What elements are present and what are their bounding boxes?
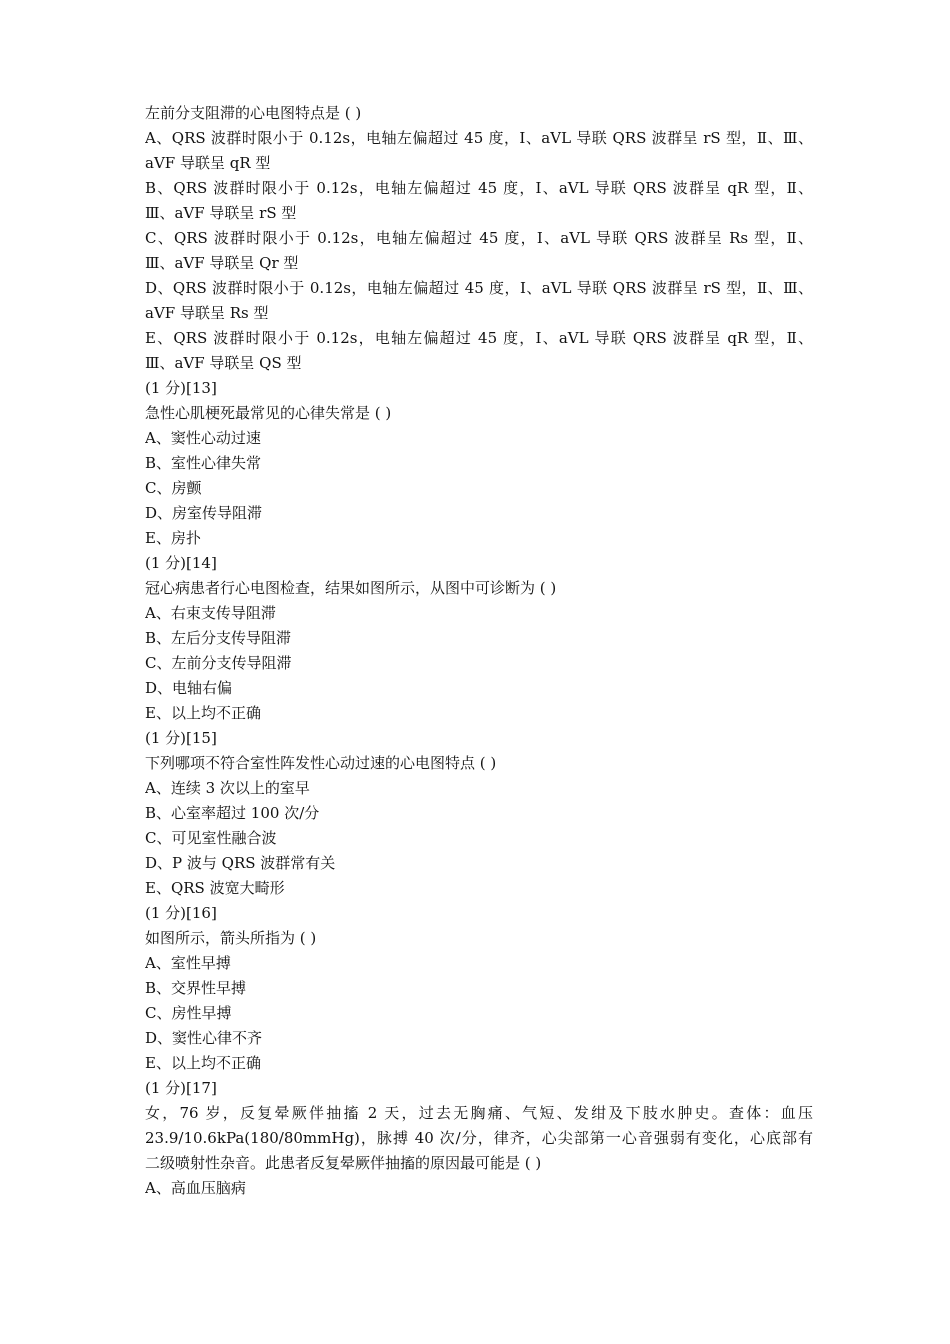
text-line: E、房扑 <box>145 529 201 547</box>
text-line: E、QRS 波群时限小于 0.12s，电轴左偏超过 45 度，I、aVL 导联 QRS 波群呈 qR 型，Ⅱ、 <box>145 329 813 347</box>
text-line: A、右束支传导阻滞 <box>145 604 276 622</box>
text-line: B、交界性早搏 <box>145 979 247 997</box>
text-line: A、QRS 波群时限小于 0.12s，电轴左偏超过 45 度，I、aVL 导联 QRS 波群呈 rS 型，Ⅱ、Ⅲ、 <box>145 129 813 147</box>
text-line: (1 分)[16] <box>145 904 217 922</box>
text-line: (1 分)[15] <box>145 729 217 747</box>
text-line: 23.9/10.6kPa(180/80mmHg)，脉搏 40 次/分，律齐，心尖部第一心音强弱有变化，心底部有 <box>145 1129 813 1147</box>
text-line: B、心室率超过 100 次/分 <box>145 804 320 822</box>
text-line: C、房性早搏 <box>145 1004 232 1022</box>
text-line: 下列哪项不符合室性阵发性心动过速的心电图特点 ( ) <box>145 754 497 772</box>
text-line: D、P 波与 QRS 波群常有关 <box>145 854 336 872</box>
text-line: aVF 导联呈 Rs 型 <box>145 304 269 322</box>
text-line: C、QRS 波群时限小于 0.12s，电轴左偏超过 45 度，I、aVL 导联 QRS 波群呈 Rs 型，Ⅱ、 <box>145 229 813 247</box>
text-line: Ⅲ、aVF 导联呈 Qr 型 <box>145 254 299 272</box>
document-page <box>145 101 813 1201</box>
text-line: Ⅲ、aVF 导联呈 rS 型 <box>145 204 297 222</box>
text-line: D、电轴右偏 <box>145 679 233 697</box>
text-line: 如图所示，箭头所指为 ( ) <box>145 929 317 947</box>
text-line: C、房颤 <box>145 479 202 497</box>
text-line: C、左前分支传导阻滞 <box>145 654 292 672</box>
text-line: (1 分)[17] <box>145 1079 217 1097</box>
text-line: E、QRS 波宽大畸形 <box>145 879 285 897</box>
text-line: D、窦性心律不齐 <box>145 1029 263 1047</box>
text-line: 左前分支阻滞的心电图特点是 ( ) <box>145 104 362 122</box>
text-line: (1 分)[14] <box>145 554 217 572</box>
text-line: E、以上均不正确 <box>145 1054 261 1072</box>
text-line: 急性心肌梗死最常见的心律失常是 ( ) <box>145 404 392 422</box>
text-line: C、可见室性融合波 <box>145 829 277 847</box>
text-line: A、高血压脑病 <box>145 1179 246 1197</box>
text-line: A、窦性心动过速 <box>145 429 261 447</box>
text-line: D、房室传导阻滞 <box>145 504 263 522</box>
text-line: B、左后分支传导阻滞 <box>145 629 292 647</box>
text-line: B、QRS 波群时限小于 0.12s，电轴左偏超过 45 度，I、aVL 导联 QRS 波群呈 qR 型，Ⅱ、 <box>145 179 813 197</box>
text-line: (1 分)[13] <box>145 379 217 397</box>
text-line: D、QRS 波群时限小于 0.12s，电轴左偏超过 45 度，I、aVL 导联 QRS 波群呈 rS 型，Ⅱ、Ⅲ、 <box>145 279 813 297</box>
text-line: E、以上均不正确 <box>145 704 261 722</box>
text-line: B、室性心律失常 <box>145 454 262 472</box>
text-line: Ⅲ、aVF 导联呈 QS 型 <box>145 354 302 372</box>
text-line: aVF 导联呈 qR 型 <box>145 154 271 172</box>
text-line: 二级喷射性杂音。此患者反复晕厥伴抽搐的原因最可能是 ( ) <box>145 1154 542 1172</box>
text-line: 女，76 岁，反复晕厥伴抽搐 2 天，过去无胸痛、气短、发绀及下肢水肿史。查体：血压 <box>145 1104 813 1122</box>
text-line: A、室性早搏 <box>145 954 231 972</box>
text-line: 冠心病患者行心电图检查，结果如图所示，从图中可诊断为 ( ) <box>145 579 557 597</box>
text-line: A、连续 3 次以上的室早 <box>145 779 310 797</box>
